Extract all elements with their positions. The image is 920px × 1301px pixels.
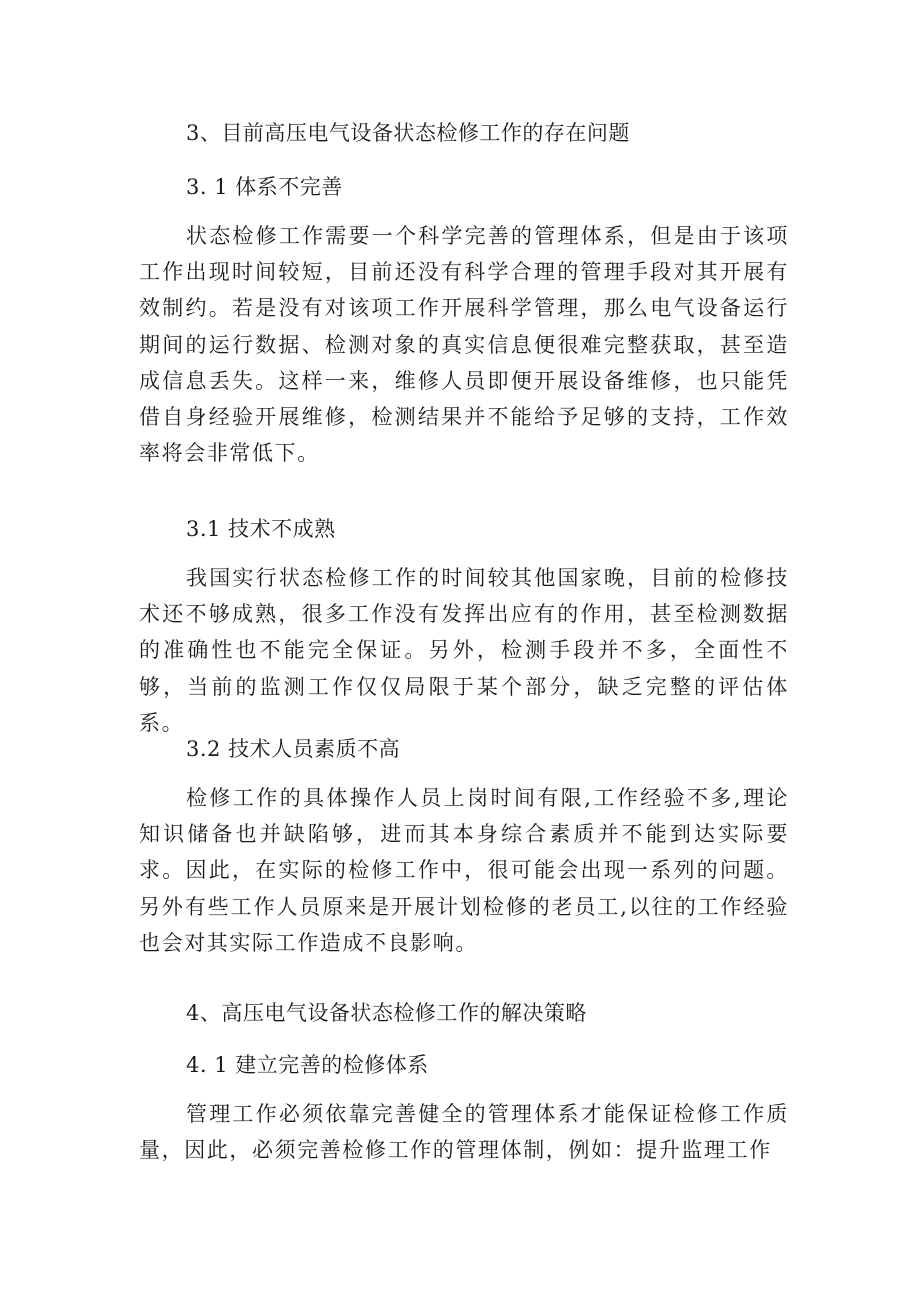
subsection-heading-3-1-system: 3. 1 体系不完善 [186, 175, 343, 199]
section-heading-3: 3、目前高压电气设备状态检修工作的存在问题 [186, 121, 630, 145]
subsection-heading-3-1-technology: 3.1 技术不成熟 [186, 517, 336, 541]
subsection-heading-4-1: 4. 1 建立完善的检修体系 [186, 1053, 429, 1077]
paragraph-staff-quality: 检修工作的具体操作人员上岗时间有限,工作经验不多,理论知识储备也并缺陷够，进而其本身综合素质并不能到达实际要求。因此，在实际的检修工作中，很可能会出现一系列的问题。另外有些工作人员原来是开展计划检修的老员工,以往的工作经验也会对其实际工作造成不良影响。 [139, 786, 789, 955]
paragraph-maintenance-system: 管理工作必须依靠完善健全的管理体系才能保证检修工作质量，因此，必须完善检修工作的管理体制，例如：提升监理工作 [139, 1102, 789, 1163]
section-heading-4: 4、高压电气设备状态检修工作的解决策略 [186, 1001, 587, 1025]
paragraph-system-imperfect: 状态检修工作需要一个科学完善的管理体系，但是由于该项工作出现时间较短，目前还没有科学合理的管理手段对其开展有效制约。若是没有对该项工作开展科学管理，那么电气设备运行期间的运行数据、检测对象的真实信息便很难完整获取，甚至造成信息丢失。这样一来，维修人员即便开展设备维修，也只能凭借自身经验开展维修，检测结果并不能给予足够的支持，工作效率将会非常低下。 [139, 224, 789, 466]
paragraph-technology-immature: 我国实行状态检修工作的时间较其他国家晚，目前的检修技术还不够成熟，很多工作没有发挥出应有的作用，甚至检测数据的准确性也不能完全保证。另外，检测手段并不多，全面性不够，当前的监测工作仅仅局限于某个部分，缺乏完整的评估体系。 [139, 566, 789, 735]
subsection-heading-3-2: 3.2 技术人员素质不高 [186, 737, 401, 761]
